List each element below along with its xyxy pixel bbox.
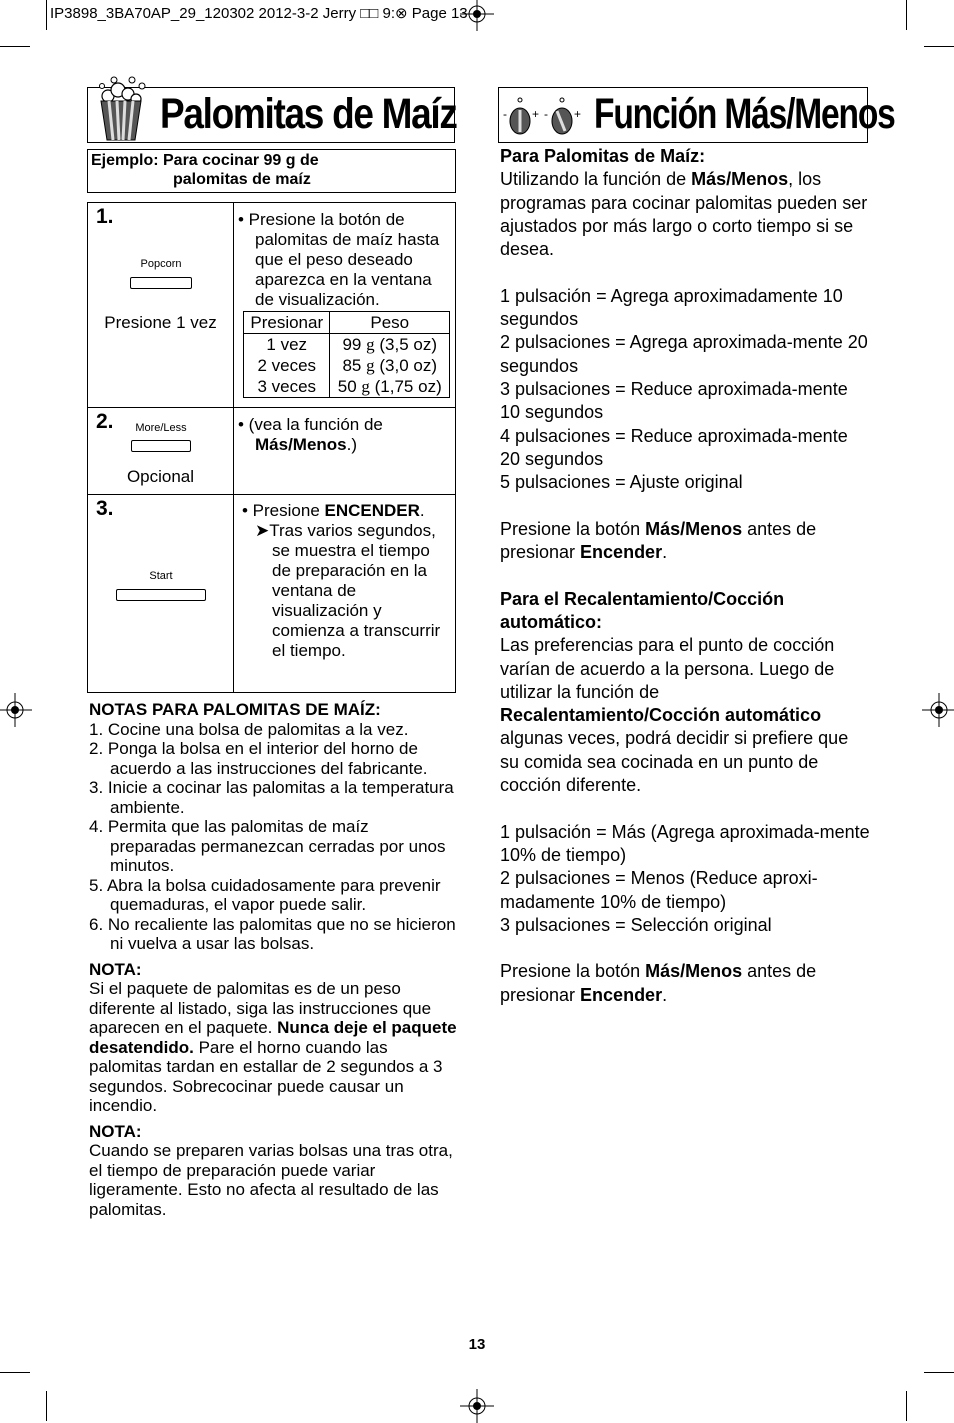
more-less-button-label: More/Less bbox=[135, 422, 187, 434]
note-item: 5. Abra la bolsa cuidadosamente para prevenir quemaduras, el vapor puede salir. bbox=[89, 875, 441, 914]
step-number: 3. bbox=[96, 497, 114, 520]
crop-mark bbox=[906, 0, 907, 30]
nota-heading: NOTA: bbox=[89, 959, 142, 979]
section-title: Función Más/Menos bbox=[594, 90, 895, 138]
registration-mark-icon bbox=[922, 693, 954, 727]
note-item: 6. No recaliente las palomitas que no se hicieron ni vuelva a usar las bolsas. bbox=[89, 914, 456, 953]
note-item: 4. Permita que las palomitas de maíz preparadas permanezcan cerradas por unos minutos. bbox=[89, 817, 446, 875]
step-row bbox=[88, 407, 455, 494]
popcorn-notes bbox=[89, 700, 459, 1219]
crop-mark bbox=[46, 0, 47, 30]
table-row bbox=[244, 355, 450, 376]
step-instruction: • Presione la botón de palomitas de maíz hasta que el peso deseado aparezca en la ventana de visualización. bbox=[238, 210, 440, 309]
popcorn-button[interactable] bbox=[130, 277, 192, 289]
crop-mark bbox=[924, 46, 954, 47]
more-less-content bbox=[500, 145, 870, 1007]
step-row bbox=[88, 203, 455, 407]
weight: 85 g (3,0 oz) bbox=[330, 355, 450, 376]
table-row bbox=[244, 334, 450, 356]
start-button-label: Start bbox=[149, 570, 173, 582]
table-header: Presionar bbox=[244, 312, 330, 334]
crop-mark bbox=[0, 1372, 30, 1373]
note-item: 1. Cocine una bolsa de palomitas a la vez. bbox=[89, 719, 409, 739]
note-item: 3. Inicie a cocinar las palomitas a la temperatura ambiente. bbox=[89, 778, 454, 817]
more-less-dial-icon bbox=[501, 96, 585, 136]
weight: 99 g (3,5 oz) bbox=[330, 334, 450, 356]
popcorn-bucket-icon bbox=[90, 74, 152, 144]
step-sub-note: ➤Tras varios segundos, se muestra el tiempo de preparación en la ventana de visualización y comienza a transcurrir el tiempo. bbox=[255, 521, 441, 660]
svg-text:+: + bbox=[574, 107, 582, 121]
nota-heading: NOTA: bbox=[89, 1121, 142, 1141]
nota-text: Cuando se preparen varias bolsas una tras otra, el tiempo de preparación puede variar ligeramente. Esto no afecta al resultado de las palomitas. bbox=[89, 1141, 453, 1219]
table-row bbox=[244, 376, 450, 398]
start-button[interactable] bbox=[116, 589, 206, 601]
press-item: 3 pulsaciones = Reduce aproximada-mente 10 segundos bbox=[500, 378, 848, 423]
crop-mark bbox=[906, 1391, 907, 1421]
step-instruction: • Presione ENCENDER. bbox=[242, 501, 425, 520]
section-heading: Para Palomitas de Maíz: bbox=[500, 146, 706, 166]
svg-text:+: + bbox=[532, 107, 540, 121]
popcorn-button-label: Popcorn bbox=[140, 258, 182, 270]
step-number: 2. bbox=[96, 410, 114, 433]
press-item: 1 pulsación = Agrega aproximadamente 10 segundos bbox=[500, 285, 843, 330]
note-item: 2. Ponga la bolsa en el interior del horno de acuerdo a las instrucciones del fabricante. bbox=[89, 739, 428, 778]
press-item: 3 pulsaciones = Selección original bbox=[500, 914, 772, 935]
weight: 50 g (1,75 oz) bbox=[330, 376, 450, 398]
more-less-title-box bbox=[498, 87, 895, 143]
press-instruction: Presione la botón Más/Menos antes de presionar Encender. bbox=[500, 518, 817, 563]
popcorn-title-box bbox=[87, 87, 455, 143]
notes-heading: NOTAS PARA PALOMITAS DE MAÍZ: bbox=[89, 700, 381, 719]
step-row bbox=[88, 494, 455, 692]
press-item: 2 pulsaciones = Agrega aproximada-mente 20 segundos bbox=[500, 332, 868, 376]
press-instruction: Presione la botón Más/Menos antes de presionar Encender. bbox=[500, 961, 817, 1005]
more-less-button[interactable] bbox=[131, 440, 191, 452]
press-item: 4 pulsaciones = Reduce aproximada-mente 20 segundos bbox=[500, 425, 848, 469]
crop-mark bbox=[924, 1372, 954, 1373]
press-count: 2 veces bbox=[257, 356, 317, 375]
example-line: palomitas de maíz bbox=[173, 171, 311, 188]
step-number: 1. bbox=[96, 205, 114, 228]
crop-mark bbox=[46, 1391, 47, 1421]
press-item: 1 pulsación = Más (Agrega aproximada-mente 10% de tiempo) bbox=[500, 821, 870, 865]
example-line: Ejemplo: Para cocinar 99 g de bbox=[91, 152, 319, 169]
weight-table bbox=[243, 311, 450, 398]
paragraph: Las preferencias para el punto de cocción varían de acuerdo a la persona. Luego de utilizar la función de Recalentamiento/Cocción automático algunas veces, podrá decidir si prefiere que su comida sea cocinada en un punto de cocción diferente. bbox=[500, 635, 849, 796]
step-instruction: • (vea la función de Más/Menos.) bbox=[238, 415, 383, 454]
step-action: Opcional bbox=[126, 467, 195, 486]
page-number: 13 bbox=[468, 1336, 486, 1353]
crop-mark bbox=[0, 46, 30, 47]
paragraph: Utilizando la función de Más/Menos, los programas para cocinar palomitas pueden ser ajustados por más largo o corto tiempo si se desea. bbox=[500, 169, 868, 260]
print-header: IP3898_3BA70AP_29_120302 2012-3-2 Jerry □□ 9:⊗ Page 13 bbox=[50, 5, 468, 22]
svg-text:-: - bbox=[503, 107, 507, 121]
press-item: 5 pulsaciones = Ajuste original bbox=[500, 472, 743, 493]
steps-table bbox=[87, 202, 456, 693]
press-count: 3 veces bbox=[257, 377, 317, 396]
table-header: Peso bbox=[330, 312, 450, 334]
example-box bbox=[87, 149, 456, 193]
registration-mark-icon bbox=[460, 1389, 494, 1423]
page-title: Palomitas de Maíz bbox=[160, 90, 457, 138]
svg-text:-: - bbox=[544, 107, 548, 121]
press-count: 1 vez bbox=[266, 335, 308, 354]
step-action: Presione 1 vez bbox=[104, 313, 217, 332]
section-heading: Para el Recalentamiento/Cocción automático: bbox=[500, 588, 785, 632]
press-item: 2 pulsaciones = Menos (Reduce aproxi-madamente 10% de tiempo) bbox=[500, 868, 818, 912]
registration-mark-icon bbox=[0, 693, 32, 727]
nota-text: Si el paquete de palomitas es de un peso diferente al listado, siga las instrucciones que aparecen en el paquete. Nunca deje el paquete desatendido. Pare el horno cuando las palomitas tardan en estallar de 2 segundos a 3 segundos. Sobrecocinar puede causar un incendio. bbox=[89, 979, 457, 1115]
